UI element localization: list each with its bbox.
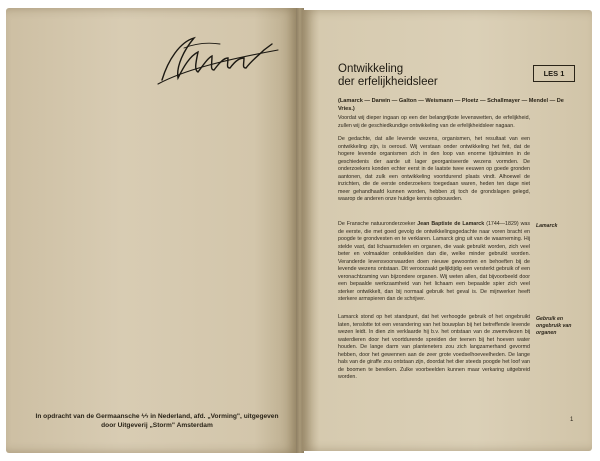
- lesson-label-box: LES 1: [533, 65, 575, 82]
- publisher-note: [26, 413, 288, 431]
- margin-note-use-disuse: Gebruik en ongebruik van organen: [536, 316, 572, 336]
- title-line-2: der erfelijkheidsleer: [338, 76, 438, 89]
- margin-note-lamarck: Lamarck: [536, 223, 558, 229]
- right-page: [302, 10, 592, 451]
- left-page: [6, 8, 298, 453]
- lamarck-name: Jean Baptiste de Lamarck: [417, 221, 485, 227]
- page-number: 1: [570, 417, 574, 423]
- lamarck-lead: De Fransche natuuronderzoeker: [338, 221, 416, 227]
- publisher-line-1: In opdracht van de Germaansche ϟϟ in Nederland, afd. „Vorming", uitgegeven: [35, 413, 279, 420]
- booklet: [6, 8, 594, 453]
- lamarck-rest: (1744—1829) was de eerste, die met goed gevolg de ontwikkelingsgedachte naar voren bracht en poogde te grondvesten en te verklaren. Lamarck ging uit van de waarneming. Hij stelde vast, dat lichaamsdelen en organen, die vaak gebruikt worden, zich veel beter en volmaakter ontwikkelden dan die, welke minder gebruikt worden. Veranderde levensvoorwaarden doen nieuwe gewoonten en behoeften bij de levende wezens ontstaan. Dit veroorzaakt gelijktijdig een versterkt gebruik of een veronachtzaming van bijzondere organen. Wij weten allen, dat bijvoorbeeld door een bepaalde werkzaamheid van het lichaam een bepaalde spier zich veel sterker ontwikkelt, dan bij normaal gebruik het geval is. De mijnwerker heeft sterkere armspieren dan de schrijver.: [338, 221, 530, 303]
- intro-paragraph: Voordat wij dieper ingaan op een der belangrijkste levenswetten, de erfelijkheid, zullen wij de geschiedkundige ontwikkeling van de erfelijkheidsleer nagaan.: [338, 115, 530, 129]
- handwritten-signature: [154, 30, 284, 88]
- lesson-title: [338, 63, 498, 89]
- paragraph-lamarck: [338, 221, 530, 304]
- paragraph-use-disuse: Lamarck stond op het standpunt, dat het verhoogde gebruik of het ongebruikt laten, tenslotte tot een verandering van het bouwplan bij het betreffende levende wezen leidt. In dien zin verklaarde hij b.v. het ontstaan van de zwemvliezen bij waterdieren door het voortdurende spreiden der teenen bij het hoeven water houden. De lange darm van planteneters zou zich langzamerhand gevormd hebben, door het gewennen aan de zeer grote voedselhoeveelheden. De lange hals van de giraffe zou ontstaan zijn, doordat het dier steeds poogde het loof van de boomen te bereiken. Zulke voorbeelden kunnen maar verkaring uitgebreid worden.: [338, 314, 530, 381]
- paragraph-development: De gedachte, dat alle levende wezens, organismen, het resultaat van een ontwikkeling zijn, is oeroud. Wij verstaan onder ontwikkeling het feit, dat de hogere levende organismen zich in den loop van enorme tijdruimten in de geschiedenis der aarde uit lager georganiseerde wezens vormden. De onderzoekers konden echter eerst in de laatste twee eeuwen op goede gronden aantonen, dat zulk een ontwikkeling voortdurend plaats vindt. Alhoewel de inzichten, die de eerste onderzoekers toegedaan waren, heden ten dage niet meer gehandhaafd kunnen worden, hebben zij toch de grondslagen gelegd, waarop de anderen onze huidige kennis opbouwden.: [338, 136, 530, 203]
- title-line-1: Ontwikkeling: [338, 63, 404, 75]
- scientist-names: (Lamarck — Darwin — Galton — Weismann — Ploetz — Schallmayer — Mendel — De Vries.): [338, 98, 564, 112]
- publisher-line-2: door Uitgeverij „Storm" Amsterdam: [101, 421, 213, 429]
